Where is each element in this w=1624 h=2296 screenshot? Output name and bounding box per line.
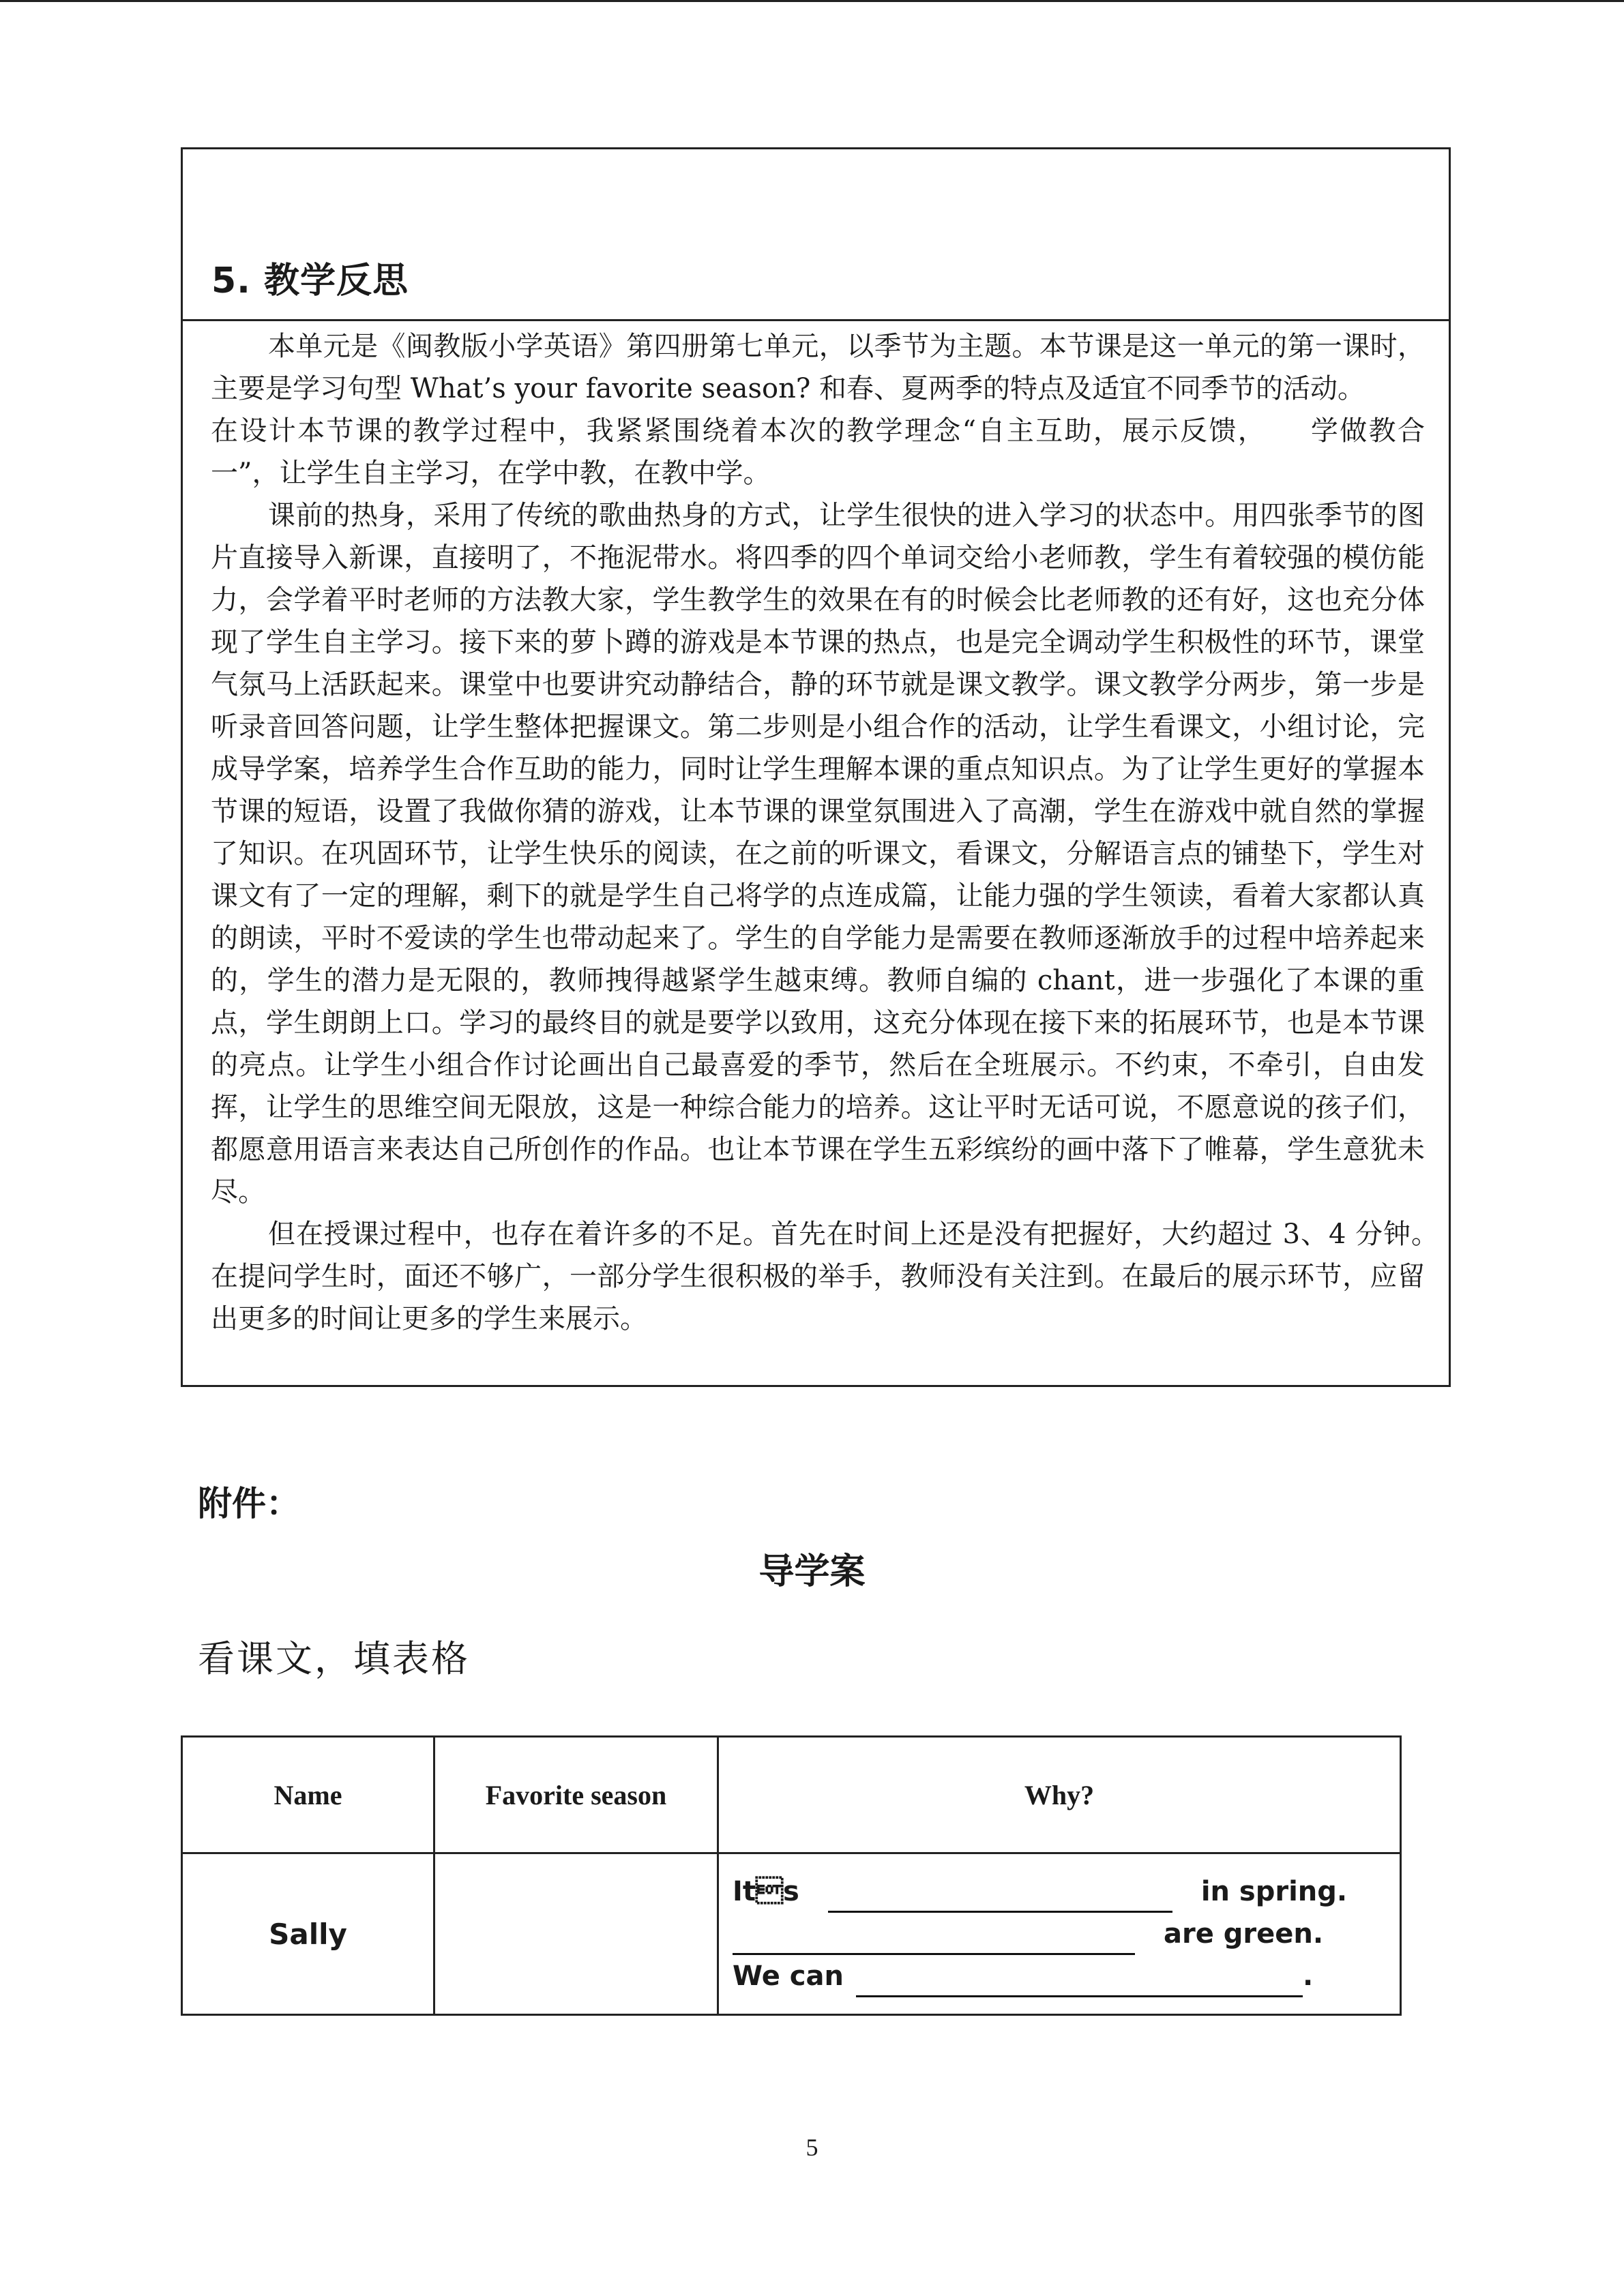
table-row <box>182 1853 1401 2015</box>
why-line-3 <box>733 1955 1400 1997</box>
header-why: Why? <box>718 1737 1401 1853</box>
favorite-season-cell[interactable] <box>434 1853 718 2015</box>
top-border-line <box>0 0 1624 2</box>
blank-line-3[interactable] <box>856 1964 1303 1997</box>
why-sentences <box>719 1870 1400 1997</box>
why-line-2 <box>733 1913 1400 1955</box>
reflection-heading: 5. 教学反思 <box>211 260 409 301</box>
blank-line-1[interactable] <box>828 1879 1172 1913</box>
reflection-header-cell <box>183 149 1449 321</box>
worksheet-title: 导学案 <box>758 1551 866 1592</box>
blank-line-2[interactable] <box>733 1922 1135 1955</box>
reflection-paragraph-4: 但在授课过程中，也存在着许多的不足。首先在时间上还是没有把握好，大约超过 3、4 分钟。 在提问学生时，面还不够广，一部分学生很积极的举手，教师没有关注到。在最后的展示环节，应留出更多的时间让更多的学生来展示。 <box>211 1219 1452 1335</box>
header-name: Name <box>182 1737 434 1853</box>
reflection-paragraph-2: 在设计本节课的教学过程中，我紧紧围绕着本次的教学理念“自主互助，展示反馈， 学做教合一”，让学生自主学习，在学中教，在教中学。 <box>211 415 1425 489</box>
worksheet-header-row <box>182 1737 1401 1853</box>
why-cell <box>718 1853 1401 2015</box>
attachment-label: 附件： <box>198 1484 300 1523</box>
reflection-paragraph-3: 课前的热身，采用了传统的歌曲热身的方式，让学生很快的进入学习的状态中。用四张季节的图片直接导入新课，直接明了，不拖泥带水。将四季的四个单词交给小老师教，学生有着较强的模仿能力，会学着平时老师的方法教大家，学生教学生的效果在有的时候会比老师教的还有好，这也充分体现了学生自主学习。接下来的萝卜蹲的游戏是本节课的热点，也是完全调动学生积极性的环节，课堂气氛马上活跃起来。课堂中也要讲究动静结合，静的环节就是课文教学。课文教学分两步，第一步是听录音回答问题，让学生整体把握课文。第二步则是小组合作的活动，让学生看课文，小组讨论，完成导学案，培养学生合作互助的能力，同时让学生理解本课的重点知识点。为了让学生更好的掌握本节课的短语，设置了我做你猜的游戏，让本节课的课堂氛围进入了高潮，学生在游戏中就自然的掌握了知识。在巩固环节，让学生快乐的阅读，在之前的听课文，看课文，分解语言点的铺垫下，学生对课文有了一定的理解，剩下的就是学生自己将学的点连成篇，让能力强的学生领读，看着大家都认真的朗读，平时不爱读的学生也带动起来了。学生的自学能力是需要在教师逐渐放手的过程中培养起来的，学生的潜力是无限的，教师拽得越紧学生越束缚。教师自编的 chant，进一步强化了本课的重点，学生朗朗上口。学习的最终目的就是要学以致用，这充分体现在接下来的拓展环节，也是本节课的亮点。让学生小组合作讨论画出自己最喜爱的季节，然后在全班展示。不约束，不牵引，自由发挥，让学生的思维空间无限放，这是一种综合能力的培养。这让平时无话可说，不愿意说的孩子们，都愿意用语言来表达自己所创作的作品。也让本节课在学生五彩缤纷的画中落下了帷幕，学生意犹未尽。 <box>211 500 1425 1208</box>
name-cell: Sally <box>182 1853 434 2015</box>
reflection-body <box>211 325 1452 1340</box>
reflection-paragraph-1: 本单元是《闽教版小学英语》第四册第七单元，以季节为主题。本节课是这一单元的第一课时，主要是学习句型 What’s your favorite season? 和春、夏两季的特点及适宜不同季节的活动。 <box>211 331 1425 404</box>
reflection-table <box>181 147 1451 1387</box>
why-line-1 <box>733 1870 1400 1913</box>
page-number: 5 <box>806 2134 818 2161</box>
why-line-1-end: in spring. <box>1200 1876 1348 1907</box>
why-line-2-end: are green. <box>1164 1918 1324 1950</box>
why-line-3-start: We can <box>733 1960 844 1992</box>
why-line-3-end: . <box>1302 1960 1314 1992</box>
worksheet-table <box>181 1735 1402 2016</box>
worksheet-instruction: 看课文，填表格 <box>198 1637 470 1680</box>
why-line-1-start: Its <box>733 1876 799 1907</box>
header-favorite-season: Favorite season <box>434 1737 718 1853</box>
